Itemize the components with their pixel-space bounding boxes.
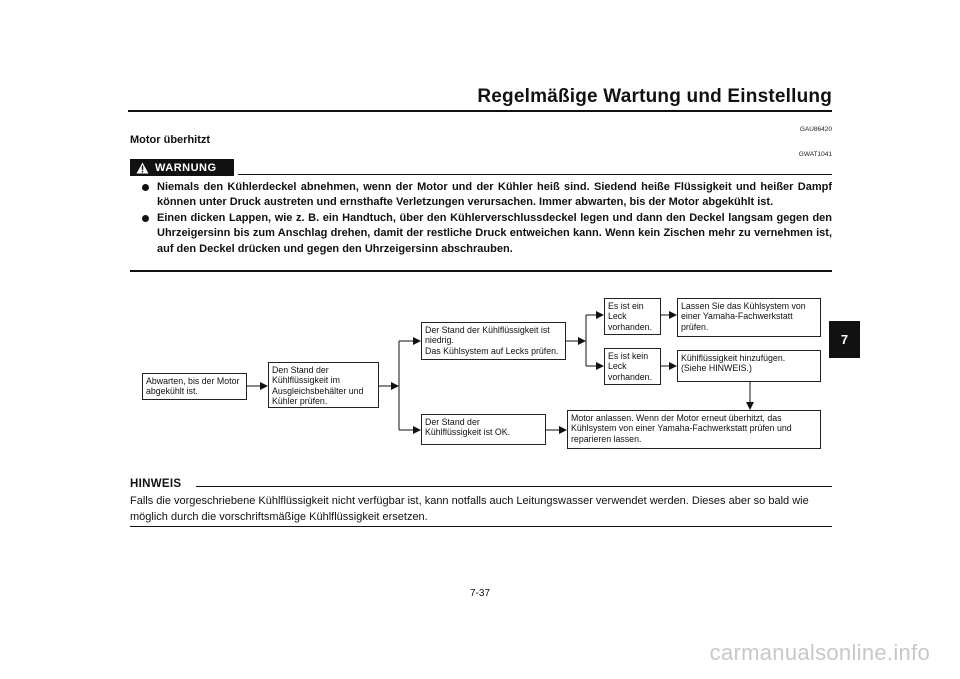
- flow-box-add-coolant: Kühlflüssigkeit hinzufügen. (Siehe HINWEIS.): [677, 350, 821, 382]
- note-rule: [196, 486, 832, 487]
- section-code: GAU86420: [799, 126, 832, 133]
- warning-item-text: Einen dicken Lappen, wie z. B. ein Handtuch, über den Kühlerverschlussdeckel legen und dann den Deckel langsam gegen den Uhrzeigersinn bis zum Anschlag drehen, damit der restliche Druck entweichen kann. Wenn kein Zischen mehr zu vernehmen ist, auf den Deckel drücken und gegen den Uhrzeigersinn abschrauben.: [157, 211, 832, 255]
- flow-box-check-level: Den Stand der Kühlflüssigkeit im Ausgleichsbehälter und Kühler prüfen.: [268, 362, 379, 408]
- note-label: HINWEIS: [130, 478, 182, 490]
- warning-code: GWAT1041: [798, 151, 832, 158]
- page-number: 7-37: [469, 588, 490, 599]
- flow-box-restart: Motor anlassen. Wenn der Motor erneut überhitzt, das Kühlsystem von einer Yamaha-Fachwerkstatt prüfen und reparieren lassen.: [567, 410, 821, 449]
- flow-box-leak-yes: Es ist ein Leck vorhanden.: [604, 298, 661, 335]
- flow-box-leak-no: Es ist kein Leck vorhanden.: [604, 348, 661, 385]
- page-title: Regelmäßige Wartung und Einstellung: [477, 86, 832, 107]
- section-heading: Motor überhitzt: [130, 134, 211, 146]
- warning-item-text: Niemals den Kühlerdeckel abnehmen, wenn der Motor und der Kühler heiß sind. Siedend heiße Flüssigkeit und heißer Dampf können unter Druck austreten und ernsthafte Verletzungen verursachen. Immer abwarten, bis der Motor abgekühlt ist.: [157, 181, 832, 209]
- flow-box-dealer-check: Lassen Sie das Kühlsystem von einer Yamaha-Fachwerkstatt prüfen.: [677, 298, 821, 337]
- flow-box-level-low: Der Stand der Kühlflüssigkeit ist niedrig. Das Kühlsystem auf Lecks prüfen.: [421, 322, 566, 360]
- note-text: Falls die vorgeschriebene Kühlflüssigkeit nicht verfügbar ist, kann notfalls auch Leitungswasser verwendet werden. Dieses aber so bald wie möglich durch die vorschriftsmäßige Kühlflüssigkeit ersetzen.: [130, 495, 809, 523]
- warning-label: WARNUNG: [155, 161, 217, 174]
- flow-box-level-ok: Der Stand der Kühlflüssigkeit ist OK.: [421, 414, 546, 445]
- note-end-rule: [130, 526, 832, 527]
- watermark: carmanualsonline.info: [709, 640, 930, 665]
- flow-box-wait: Abwarten, bis der Motor abgekühlt ist.: [142, 373, 247, 400]
- chapter-tab: 7: [829, 321, 860, 358]
